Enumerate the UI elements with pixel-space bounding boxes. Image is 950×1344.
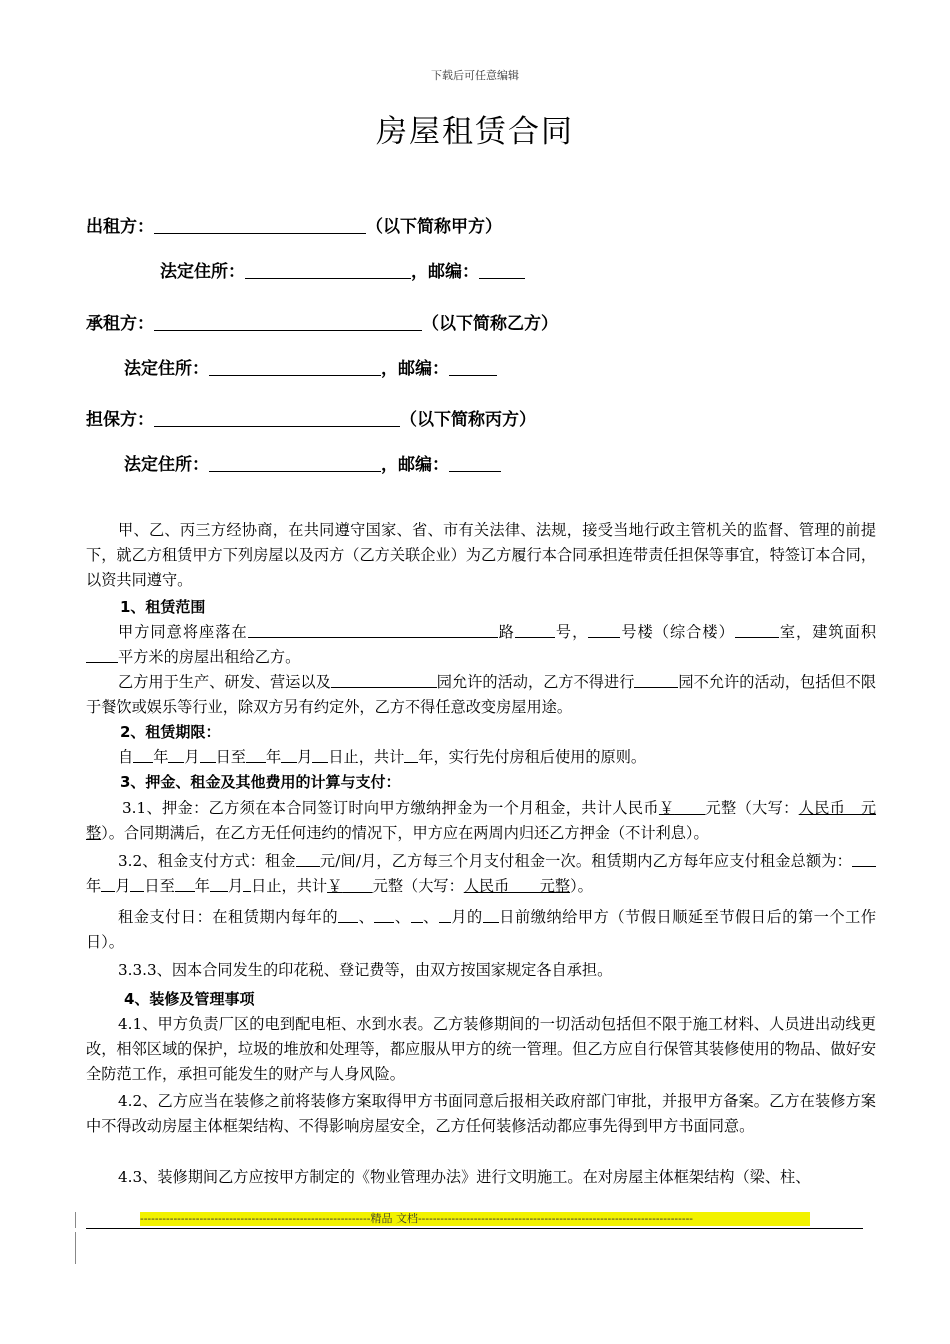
s1-p1-text-a: 甲方同意将座落在 xyxy=(118,623,248,641)
s1-p2-text-c: 园不允许的活动，包括但不限于餐饮或娱乐等行业，除双方另有约定外，乙方不得任意改变房屋用途。 xyxy=(86,673,877,716)
s1-p1-text-f: 平方米的房屋出租给乙方。 xyxy=(118,648,301,666)
section-1-para-2 xyxy=(86,670,876,720)
rent-end-year-blank[interactable] xyxy=(175,877,195,892)
room-blank[interactable] xyxy=(735,623,779,638)
s31-text-a: 3.1、押金：乙方须在本合同签订时向甲方缴纳押金为一个月租金，共计人民币 xyxy=(122,799,659,817)
footer-dashes-right: -------------------------------------------------------------------------- xyxy=(417,1212,693,1225)
rent-start-day-blank[interactable] xyxy=(130,877,144,892)
lessee-suffix: （以下简称乙方） xyxy=(422,314,558,334)
intro-paragraph: 甲、乙、丙三方经协商，在共同遵守国家、省、市有关法律、法规，接受当地行政主管机关的监督、管理的前提下，就乙方租赁甲方下列房屋以及丙方（乙方关联企业）为乙方履行本合同承担连带责任担保等事宜，特签订本合同，以资共同遵守。 xyxy=(86,521,876,589)
section-4-2-para: 4.2、乙方应当在装修之前将装修方案取得甲方书面同意后报相关政府部门审批，并报甲方备案。乙方在装修方案中不得改动房屋主体框架结构、不得影响房屋安全，乙方任何装修活动都应事先得到甲方书面同意。 xyxy=(86,1092,876,1135)
pay-month-blank-3[interactable] xyxy=(411,908,423,923)
pay-day-blank[interactable] xyxy=(483,908,499,923)
section-2-para xyxy=(86,745,876,770)
rent-start-year-blank[interactable] xyxy=(852,852,876,867)
section-3-3-3-para: 3.3.3、因本合同发生的印花税、登记费等，由双方按国家规定各自承担。 xyxy=(118,961,613,979)
guarantor-address-line xyxy=(124,450,501,475)
guarantor-name-blank[interactable] xyxy=(154,410,400,427)
s33-text-a: 租金支付日：在租赁期内每年的 xyxy=(118,908,339,926)
guarantor-suffix: （以下简称丙方） xyxy=(400,410,536,430)
pay-month-blank-4[interactable] xyxy=(439,908,451,923)
total-years-blank[interactable] xyxy=(404,748,418,763)
s32-text-c: 年 xyxy=(86,877,102,895)
s31-text-b: 元整（大写： xyxy=(705,799,799,817)
s2-text-h: 年，实行先付房租后使用的原则。 xyxy=(418,748,647,766)
s32-text-e: 日至 xyxy=(144,877,175,895)
s31-text-c: ）。合同期满后，在乙方无任何违约的情况下，甲方应在两周内归还乙方押金（不计利息）。 xyxy=(101,824,709,842)
guarantor-address-label: 法定住所： xyxy=(124,455,209,475)
s32-text-h: 日止，共计 xyxy=(251,877,328,895)
pay-month-blank-1[interactable] xyxy=(338,908,358,923)
s32-text-b: 元/间/月，乙方每三个月支付租金一次。租赁期内乙方每年应支付租金总额为： xyxy=(319,852,853,870)
pay-month-blank-2[interactable] xyxy=(374,908,394,923)
lessor-post-label: ，邮编： xyxy=(411,262,479,282)
lessee-name-blank[interactable] xyxy=(154,314,422,331)
s33-sep-1: 、 xyxy=(358,908,375,926)
road-number-blank[interactable] xyxy=(515,623,555,638)
guarantor-line xyxy=(86,405,536,430)
s2-text-c: 月 xyxy=(184,748,200,766)
guarantor-address-blank[interactable] xyxy=(209,455,381,472)
lessee-address-line xyxy=(124,354,497,379)
rent-start-month-blank[interactable] xyxy=(101,877,115,892)
s32-yen: ￥ xyxy=(327,877,343,895)
lessee-address-label: 法定住所： xyxy=(124,359,209,379)
rent-total-capital[interactable]: 人民币 元整 xyxy=(463,877,571,895)
s1-p2-text-a: 乙方用于生产、研发、营运以及 xyxy=(118,673,331,691)
location-blank[interactable] xyxy=(248,623,498,638)
s1-p1-text-c: 号， xyxy=(554,623,589,641)
s2-text-e: 年 xyxy=(265,748,282,766)
section-3-heading: 3、押金、租金及其他费用的计算与支付： xyxy=(120,773,401,791)
guarantor-label: 担保方： xyxy=(86,410,154,430)
lessor-address-line xyxy=(160,257,525,282)
section-2-heading: 2、租赁期限： xyxy=(120,723,221,741)
rent-end-month-blank[interactable] xyxy=(210,877,228,892)
start-day-blank[interactable] xyxy=(200,748,216,763)
s2-text-d: 日至 xyxy=(215,748,246,766)
s32-text-d: 月 xyxy=(115,877,131,895)
document-title: 房屋租赁合同 xyxy=(376,114,574,150)
s1-p1-text-b: 路 xyxy=(497,623,515,641)
s32-text-j: ）。 xyxy=(570,877,593,895)
lessor-suffix: （以下简称甲方） xyxy=(366,217,502,237)
s2-text-a: 自 xyxy=(118,748,134,766)
end-month-blank[interactable] xyxy=(281,748,297,763)
lessor-name-blank[interactable] xyxy=(154,217,366,234)
area-blank[interactable] xyxy=(86,648,118,663)
rent-per-room-blank[interactable] xyxy=(296,852,320,867)
section-4-3-para: 4.3、装修期间乙方应按甲方制定的《物业管理办法》进行文明施工。在对房屋主体框架结构（梁、柱、 xyxy=(118,1168,811,1186)
footer-banner xyxy=(140,1212,810,1226)
section-1-heading: 1、租赁范围 xyxy=(120,598,206,616)
header-note: 下载后可任意编辑 xyxy=(431,69,519,82)
lessor-address-blank[interactable] xyxy=(245,262,411,279)
building-blank[interactable] xyxy=(588,623,620,638)
rent-end-day-blank[interactable] xyxy=(243,877,251,892)
s1-p1-text-d: 号楼（综合楼） xyxy=(620,623,735,641)
margin-mark-bottom xyxy=(75,1232,76,1264)
s1-p2-text-b: 园允许的活动，乙方不得进行 xyxy=(436,673,635,691)
lessee-post-label: ，邮编： xyxy=(381,359,449,379)
end-year-blank[interactable] xyxy=(246,748,266,763)
s33-sep-3: 、 xyxy=(422,908,439,926)
section-4-heading: 4、装修及管理事项 xyxy=(124,990,255,1008)
deposit-amount-blank[interactable] xyxy=(659,799,706,817)
section-4-1-para: 4.1、甲方负责厂区的电到配电柜、水到水表。乙方装修期间的一切活动包括但不限于施工材料、人员进出动线更改，相邻区域的保护，垃圾的堆放和处理等，都应服从甲方的统一管理。但乙方应自行保管其装修使用的物品、做好安全防范工作，承担可能发生的财产与人身风险。 xyxy=(86,1015,876,1083)
deposit-amount-capital[interactable]: 人民币 元整 xyxy=(86,799,877,842)
footer-rule xyxy=(86,1228,863,1229)
s31-yen: ￥ xyxy=(658,799,675,817)
s32-text-a: 3.2、租金支付方式：租金 xyxy=(118,852,296,870)
lessor-postcode-blank[interactable] xyxy=(479,262,525,279)
lessee-label: 承租方： xyxy=(86,314,154,334)
s32-text-g: 月 xyxy=(227,877,244,895)
rent-total-blank[interactable] xyxy=(327,877,373,895)
start-month-blank[interactable] xyxy=(168,748,184,763)
lessor-address-label: 法定住所： xyxy=(160,262,245,282)
s33-text-b: 月的 xyxy=(450,908,483,926)
park-name-blank-1[interactable] xyxy=(331,673,437,688)
park-name-blank-2[interactable] xyxy=(634,673,678,688)
guarantor-post-label: ，邮编： xyxy=(381,455,449,475)
lessee-line xyxy=(86,309,558,334)
lessee-address-blank[interactable] xyxy=(209,359,381,376)
s33-text-c: 日前缴纳给甲方（节假日顺延至节假日后的第一个工作日）。 xyxy=(86,908,877,951)
s33-sep-2: 、 xyxy=(394,908,411,926)
section-3-1-para xyxy=(86,796,876,846)
lessor-label: 出租方： xyxy=(86,217,154,237)
s1-p1-text-e: 室，建筑面积 xyxy=(778,623,877,641)
s2-text-g: 日止，共计 xyxy=(328,748,405,766)
s2-text-f: 月 xyxy=(297,748,313,766)
end-day-blank[interactable] xyxy=(312,748,328,763)
footer-label: 精品 文档 xyxy=(370,1212,418,1225)
section-1-para-1 xyxy=(86,620,876,670)
guarantor-postcode-blank[interactable] xyxy=(449,455,501,472)
s32-text-i: 元整（大写： xyxy=(372,877,464,895)
lessee-postcode-blank[interactable] xyxy=(449,359,497,376)
margin-mark-top xyxy=(75,1212,76,1228)
lessor-line xyxy=(86,212,502,237)
s2-text-b: 年 xyxy=(153,748,169,766)
section-3-payday-para xyxy=(86,905,876,955)
section-3-2-para xyxy=(86,849,876,899)
start-year-blank[interactable] xyxy=(133,748,153,763)
s32-text-f: 年 xyxy=(194,877,210,895)
footer-dashes-left: -------------------------------------------------------------- xyxy=(140,1212,371,1225)
